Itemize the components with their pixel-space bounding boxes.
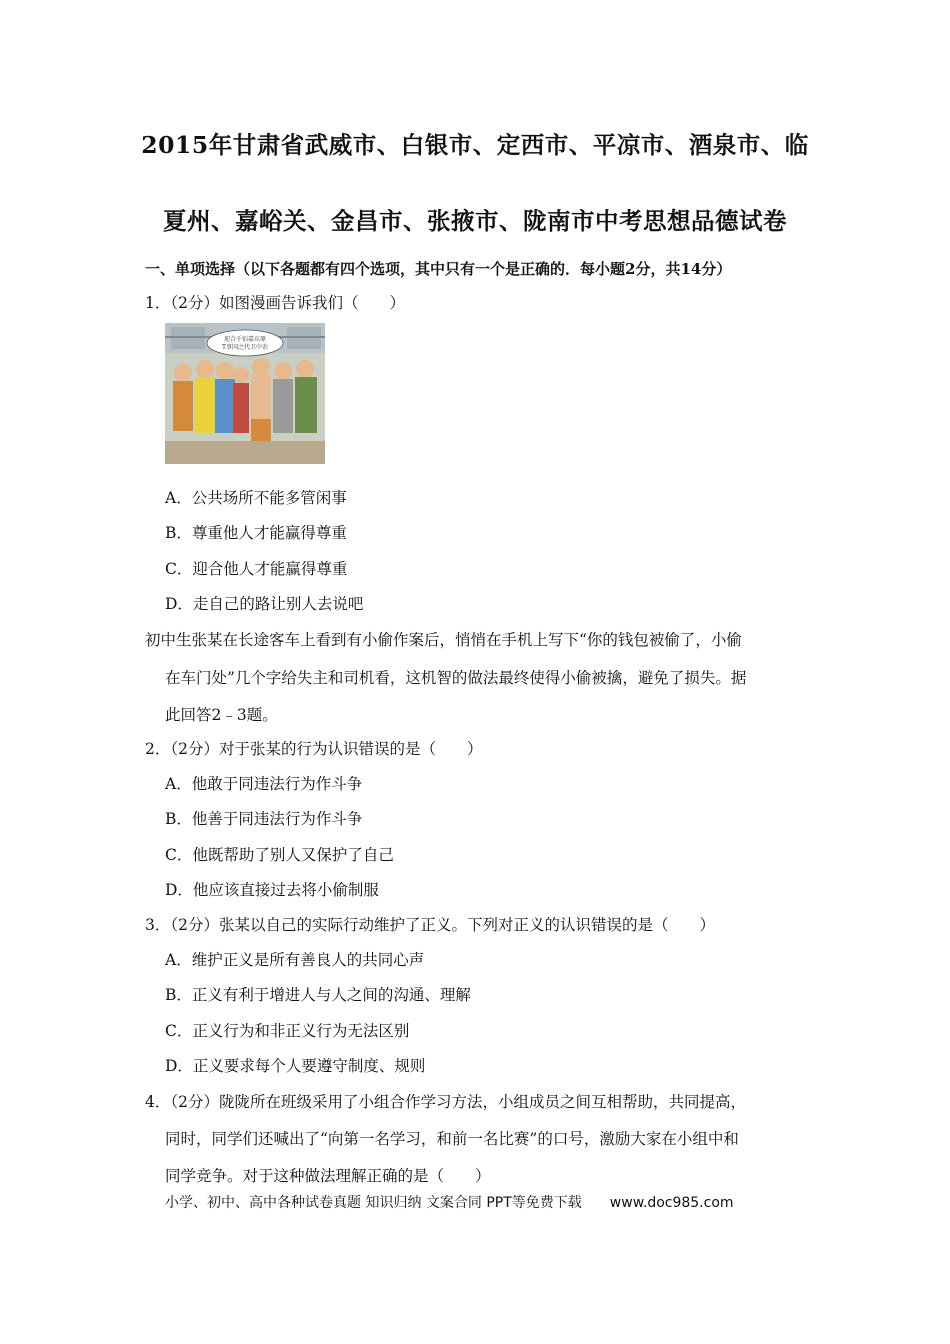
question-1-option-d: D．走自己的路让别人去说吧 — [165, 595, 364, 613]
material-line-2: 在车门处”几个字给失主和司机看，这机智的做法最终使得小偷被擒，避免了损失。据 — [165, 669, 747, 687]
question-3-option-b: B．正义有利于增进人与人之间的沟通、理解 — [165, 986, 471, 1004]
exam-title-line-2: 夏州、嘉峪关、金昌市、张掖市、陇南市中考思想品德试卷 — [163, 207, 787, 235]
question-3-option-c: C．正义行为和非正义行为无法区别 — [165, 1022, 410, 1040]
question-2-option-d: D．他应该直接过去将小偷制服 — [165, 881, 379, 899]
footer-text: 小学、初中、高中各种试卷真题 知识归纳 文案合同 PPT等免费下载 — [165, 1195, 582, 1211]
material-line-1: 初中生张某在长途客车上看到有小偷作案后，悄悄在手机上写下“你的钱包被偷了，小偷 — [145, 631, 742, 649]
speech-bubble-text-2: T事国之代卫中农 — [221, 344, 269, 351]
question-4-stem-line-2: 同时，同学们还喊出了“向第一名学习，和前一名比赛”的口号，激励大家在小组中和 — [165, 1130, 739, 1148]
material-line-3: 此回答2﹣3题。 — [165, 706, 278, 724]
question-2-stem: 2．（2分）对于张某的行为认识错误的是（ ） — [145, 740, 483, 758]
page-footer — [165, 1192, 734, 1212]
question-2-option-b: B．他善于同违法行为作斗争 — [165, 810, 363, 828]
question-2-option-a: A．他敢于同违法行为作斗争 — [165, 775, 363, 793]
question-3-stem: 3．（2分）张某以自己的实际行动维护了正义。下列对正义的认识错误的是（ ） — [145, 916, 715, 934]
question-1-option-c: C．迎合他人才能赢得尊重 — [165, 560, 348, 578]
question-4-stem-line-3: 同学竞争。对于这种做法理解正确的是（ ） — [165, 1167, 491, 1185]
footer-url[interactable]: www.doc985.com — [609, 1195, 734, 1211]
question-1-option-a: A．公共场所不能多管闲事 — [165, 489, 347, 507]
speech-bubble-text-1: 迎合千佰嘉东原 — [223, 336, 267, 343]
cartoon-image — [165, 323, 325, 464]
question-1-stem: 1．（2分）如图漫画告诉我们（ ） — [145, 294, 405, 312]
question-3-option-d: D．正义要求每个人要遵守制度、规则 — [165, 1057, 426, 1075]
question-2-option-c: C．他既帮助了别人又保护了自己 — [165, 846, 394, 864]
question-3-option-a: A．维护正义是所有善良人的共同心声 — [165, 951, 425, 969]
question-1-option-b: B．尊重他人才能赢得尊重 — [165, 524, 347, 542]
section-heading: 一、单项选择（以下各题都有四个选项，其中只有一个是正确的．每小题2分，共14分） — [145, 260, 732, 278]
question-4-stem-line-1: 4．（2分）陇陇所在班级采用了小组合作学习方法，小组成员之间互相帮助，共同提高， — [145, 1093, 746, 1111]
exam-title-line-1: 2015年甘肃省武威市、白银市、定西市、平凉市、酒泉市、临 — [141, 131, 809, 159]
